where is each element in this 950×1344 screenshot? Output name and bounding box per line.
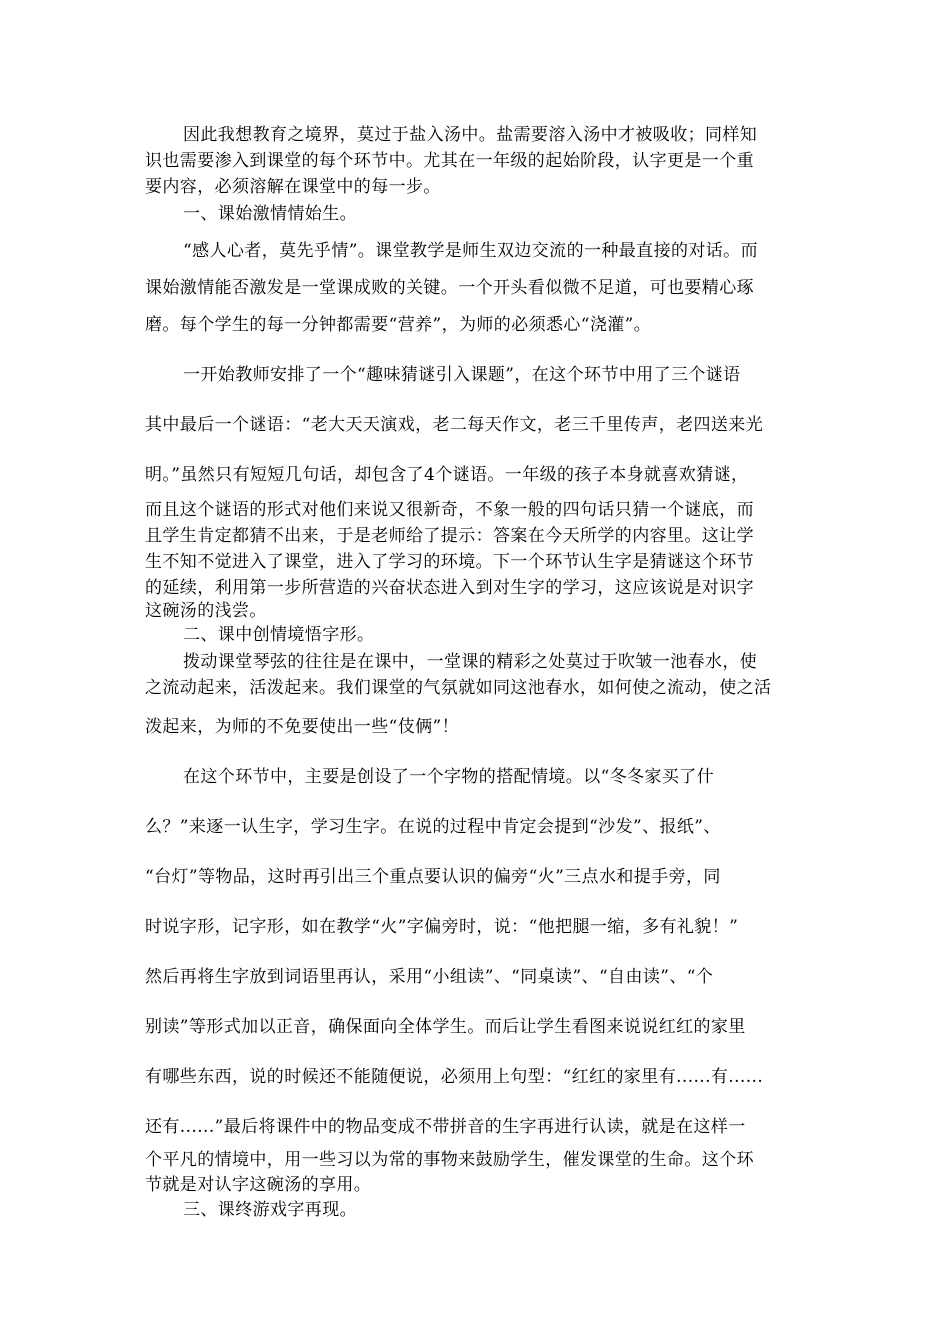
- text-line: 别读”等形式加以正音，确保面向全体学生。而后让学生看图来说说红红的家里: [145, 1017, 746, 1037]
- text-line: 拨动课堂琴弦的往往是在课中，一堂课的精彩之处莫过于吹皱一池春水，使: [183, 652, 758, 672]
- text-line: 生不知不觉进入了课堂，进入了学习的环境。下一个环节认生字是猜谜这个环节: [145, 552, 754, 572]
- text-line: 时说字形，记字形，如在教学“火”字偏旁时，说：“他把腿一缩，多有礼貌！”: [145, 917, 739, 937]
- section-heading: 一、课始激情情始生。: [183, 204, 357, 224]
- text-line: 个平凡的情境中，用一些习以为常的事物来鼓励学生，催发课堂的生命。这个环: [145, 1150, 754, 1170]
- text-line: 要内容，必须溶解在课堂中的每一步。: [145, 177, 441, 197]
- text-line: 之流动起来，活泼起来。我们课堂的气氛就如同这池春水，如何使之流动，使之活: [145, 678, 772, 698]
- text-line: 有哪些东西，说的时候还不能随便说，必须用上句型：“红红的家里有......有......: [145, 1067, 764, 1087]
- text-line: 其中最后一个谜语：“老大天天演戏，老二每天作文，老三千里传声，老四送来光: [145, 415, 764, 435]
- text-line: 还有......”最后将课件中的物品变成不带拼音的生字再进行认读，就是在这样一: [145, 1117, 746, 1137]
- text-line: 识也需要渗入到课堂的每个环节中。尤其在一年级的起始阶段，认字更是一个重: [145, 151, 754, 171]
- text-line: 课始激情能否激发是一堂课成败的关键。一个开头看似微不足道，可也要精心琢: [145, 278, 754, 298]
- text-line: 磨。每个学生的每一分钟都需要“营养”，为师的必须悉心“浇灌”。: [145, 315, 652, 335]
- text-line: “台灯”等物品，这时再引出三个重点要认识的偏旁“火”三点水和提手旁，同: [145, 867, 721, 887]
- text-line: 在这个环节中，主要是创设了一个字物的搭配情境。以“冬冬家买了什: [183, 767, 715, 787]
- section-heading: 二、课中创情境悟字形。: [183, 625, 375, 645]
- text-line: “感人心者，莫先乎情”。课堂教学是师生双边交流的一种最直接的对话。而: [183, 241, 758, 261]
- text-line: 节就是对认字这碗汤的享用。: [145, 1175, 372, 1195]
- text-line: 这碗汤的浅尝。: [145, 601, 267, 621]
- text-line: 一开始教师安排了一个“趣味猜谜引入课题”，在这个环节中用了三个谜语: [183, 365, 741, 385]
- text-line: 因此我想教育之境界，莫过于盐入汤中。盐需要溶入汤中才被吸收；同样知: [183, 125, 758, 145]
- text-line: 明。”虽然只有短短几句话，却包含了4个谜语。一年级的孩子本身就喜欢猜谜，: [145, 465, 749, 485]
- text-line: 而且这个谜语的形式对他们来说又很新奇，不象一般的四句话只猜一个谜底，而: [145, 500, 754, 520]
- text-line: 泼起来，为师的不免要使出一些“伎俩”！: [145, 717, 459, 737]
- text-line: 么？”来逐一认生字，学习生字。在说的过程中肯定会提到“沙发”、报纸”、: [145, 817, 721, 837]
- text-line: 且学生肯定都猜不出来，于是老师给了提示：答案在今天所学的内容里。这让学: [145, 526, 754, 546]
- text-line: 然后再将生字放到词语里再认，采用“小组读”、“同桌读”、“自由读”、“个: [145, 967, 714, 987]
- section-heading: 三、课终游戏字再现。: [183, 1200, 357, 1220]
- text-line: 的延续，利用第一步所营造的兴奋状态进入到对生字的学习，这应该说是对识字: [145, 578, 754, 598]
